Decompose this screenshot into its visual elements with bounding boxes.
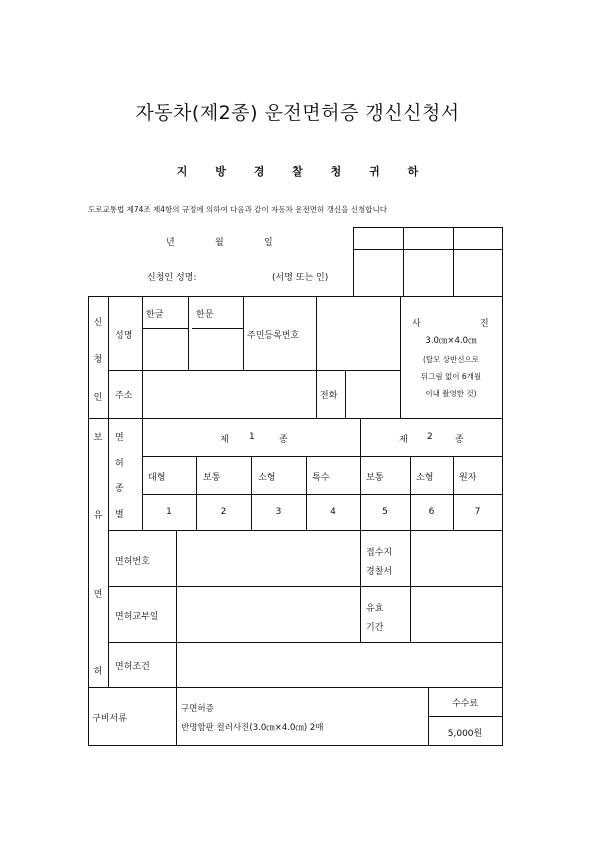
class1-char: 제: [220, 435, 229, 445]
photo-label: 진: [480, 319, 489, 329]
addressee-char: 하: [407, 165, 419, 178]
type-small: 소형: [258, 473, 276, 483]
section-applicant-char: 청: [93, 355, 103, 365]
photo-size: 3.0㎝×4.0㎝: [425, 336, 477, 346]
police-station-label: 경찰서: [366, 567, 393, 577]
signature-note: (서명 또는 인): [272, 273, 329, 283]
license-condition-label: 면허조건: [115, 662, 150, 672]
class1-char: 1: [249, 432, 255, 442]
license-number-label: 면허번호: [115, 557, 150, 567]
type-special: 특수: [312, 473, 330, 483]
section-applicant-char: 신: [93, 318, 103, 328]
day-label: 일: [264, 238, 273, 248]
hanja-label: 한문: [196, 310, 214, 320]
type-motorized-bike: 원자: [459, 473, 477, 483]
addressee-char: 청: [330, 165, 342, 178]
section-license-char: 보: [93, 433, 103, 443]
year-label: 년: [166, 238, 175, 248]
police-station-label: 접수지: [366, 548, 393, 558]
addressee-char: 찰: [292, 165, 303, 178]
type-small-2: 소형: [416, 473, 434, 483]
address-label: 주소: [115, 391, 133, 401]
type-normal-2: 보통: [366, 473, 384, 483]
photo-label: 사: [412, 319, 421, 329]
class1-char: 종: [279, 435, 288, 445]
class2-char: 종: [455, 435, 464, 445]
required-docs-label: 구비서류: [92, 714, 127, 724]
license-type-char: 별: [115, 510, 124, 520]
form-title: 자동차(제2종) 운전면허증 갱신신청서: [135, 102, 460, 124]
addressee-char: 방: [215, 165, 226, 178]
class2-char: 제: [399, 435, 408, 445]
license-type-char: 면: [115, 433, 124, 443]
type-large: 대형: [148, 473, 166, 483]
hangul-label: 한글: [146, 310, 164, 320]
phone-label: 전화: [320, 391, 338, 401]
section-license-char: 면: [93, 590, 103, 600]
rrn-label: 주민등록번호: [247, 331, 300, 341]
type-num: 6: [428, 507, 435, 517]
photo-note: 이내 촬영한 것): [425, 389, 477, 398]
photo-note: 뒤그림 없이 6개월: [420, 372, 482, 381]
type-num: 5: [382, 507, 388, 517]
type-num: 1: [166, 507, 172, 517]
issue-date-label: 면허교부일: [115, 612, 159, 622]
license-type-char: 허: [115, 459, 124, 469]
applicant-signature-label: 신청인 성명:: [147, 273, 197, 283]
license-type-char: 종: [115, 484, 124, 494]
section-applicant-char: 인: [93, 393, 103, 403]
type-num: 7: [474, 507, 481, 517]
type-num: 2: [220, 507, 227, 517]
legal-statement: 도로교통법 제74조 제4항의 규정에 의하여 다음과 같이 자동차 운전면허 갱신을 신청합니다: [88, 205, 387, 214]
name-label: 성명: [115, 331, 133, 341]
section-license-char: 유: [93, 511, 103, 521]
type-num: 3: [275, 507, 282, 517]
type-num: 4: [330, 507, 336, 517]
addressee-char: 귀: [369, 165, 380, 178]
addressee-char: 경: [253, 165, 265, 178]
addressee-char: 지: [176, 165, 188, 178]
month-label: 월: [215, 238, 224, 248]
valid-period-label: 기간: [366, 623, 384, 633]
fee-label: 수수료: [451, 699, 479, 709]
class2-char: 2: [427, 432, 433, 442]
photo-note: (탈모 상반신으로: [422, 355, 480, 364]
type-normal: 보통: [203, 473, 221, 483]
fee-amount: 5,000원: [447, 729, 483, 739]
section-license-char: 허: [93, 667, 103, 677]
addressee-line: [0, 163, 595, 179]
valid-period-label: 유효: [366, 604, 384, 614]
required-doc-item: 구면허증: [181, 704, 214, 714]
required-doc-item: 반명함판 컬러사진(3.0㎝×4.0㎝) 2매: [181, 723, 324, 733]
